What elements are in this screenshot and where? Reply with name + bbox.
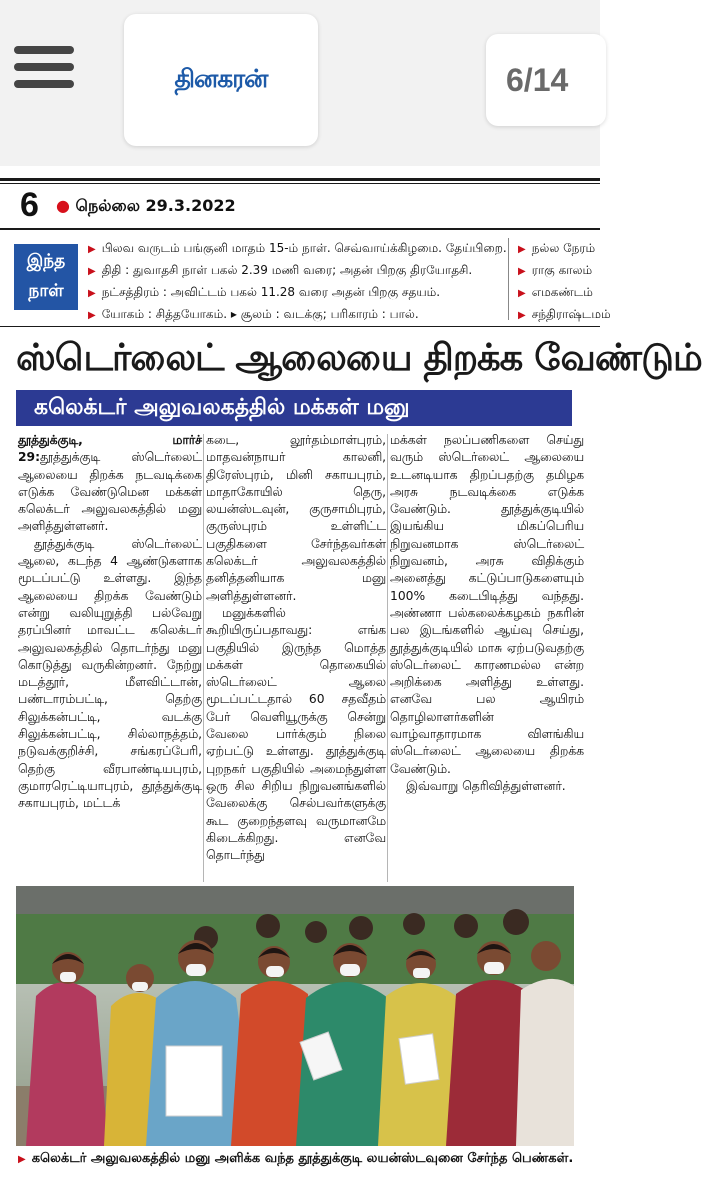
triangle-bullet-icon: ▶ [18, 1154, 26, 1165]
page-indicator: 6/14 [506, 61, 569, 98]
paragraph [18, 432, 202, 536]
paragraph-text: இவ்வாறு தெரிவித்துள்ளனர். [406, 778, 566, 793]
dateline [56, 196, 236, 217]
today-label-line1: இந்த [26, 251, 66, 271]
paragraph-text: மனுக்களில் கூறியிருப்பதாவது: எங்க பகுதியில் இருந்த மொத்த மக்கள் தொகையில் ஸ்டெர்லைட் ஆலை மூடப்பட்டதால் 60 சதவீதம் பேர் வெளியூருக்கு சென்று வேலை பார்க்கும் நிலை ஏற்பட்டு உள்ளது. தூத்துக்குடி புறநகர் பகுதியில் அமைந்துள்ள ஒரு சில சிறிய நிறுவனங்களில் வேலைக்கு செல்பவர்களுக்கு கூட குறைந்தளவு வருமானமே கிடைக்கிறது. எனவே தொடர்ந்து [206, 605, 386, 863]
timing-item: ▶ நல்ல நேரம் [518, 241, 596, 255]
newspaper-page [0, 166, 702, 1200]
triangle-bullet-icon: ▶ [518, 244, 526, 255]
paragraph [390, 778, 584, 795]
panchang-item: ▶ பிலவ வருடம் பங்குனி மாதம் 15-ம் நாள். செவ்வாய்க்கிழமை. தேய்பிறை. [88, 241, 507, 255]
app-top-bar [0, 0, 600, 166]
photo-illustration [16, 886, 574, 1146]
article-headline: ஸ்டெர்லைட் ஆலையை திறக்க வேண்டும் [16, 336, 702, 379]
paragraph-text: கடை, லூர்தம்மாள்புரம், மாதவன்நாயர் காலனி, திரேஸ்புரம், மினி சகாயபுரம், மாதாகோயில் தெரு, லயன்ஸ்டவுன், குருசாமிபுரம், குருஸ்புரம் உள்ளிட்ட பகுதிகளை சேர்ந்தவர்கள் கலெக்டர் அலுவலகத்தில் தனித்தனியாக மனு அளித்துள்ளனர். [206, 433, 386, 603]
timing-item: ▶ சந்திராஷ்டமம் [518, 307, 611, 321]
timing-item: ▶ ராகு காலம் [518, 263, 593, 277]
timings-list [518, 238, 611, 326]
news-photo[interactable] [16, 886, 574, 1146]
bullet-dot-icon: ● [56, 196, 70, 215]
top-rule [0, 178, 600, 181]
article-column-3 [390, 432, 584, 795]
triangle-bullet-icon: ▶ [88, 266, 96, 277]
paragraph-lead: தூத்துக்குடி, மார்ச் 29: [18, 433, 202, 465]
timing-item: ▶ எமகண்டம் [518, 285, 593, 299]
today-label-line2: நாள் [28, 281, 64, 301]
dinakaran-logo: தினகரன் [174, 63, 268, 93]
paragraph [390, 432, 584, 778]
triangle-bullet-icon: ▶ [88, 244, 96, 255]
header-rule [0, 228, 600, 230]
panchang-item: ▶ திதி : துவாதசி நாள் பகல் 2.39 மணி வரை; அதன் பிறகு திரயோதசி. [88, 263, 473, 277]
paragraph [206, 432, 386, 605]
triangle-bullet-icon: ▶ [88, 310, 96, 321]
photo-caption-text: கலெக்டர் அலுவலகத்தில் மனு அளிக்க வந்த தூத்துக்குடி லயன்ஸ்டவுனை சேர்ந்த பெண்கள். [31, 1151, 574, 1166]
panchang-item: ▶ யோகம் : சித்தயோகம். ▸ சூலம் : வடக்கு; பரிகாரம் : பால். [88, 307, 419, 321]
paragraph-text: தூத்துக்குடி ஸ்டெர்லைட் ஆலை, கடந்த 4 ஆண்டுகளாக மூடப்பட்டு உள்ளது. இந்த ஆலையை திறக்க வேண்டும் என்று வலியுறுத்தி பல்வேறு தரப்பினர் மாவட்ட கலெக்டர் அலுவலகத்தில் தொடர்ந்து மனு கொடுத்து வருகின்றனர். நேற்று மடத்தூர், மீளவிட்டான், பண்டாரம்பட்டி, தெற்கு சிலுக்கன்பட்டி, வடக்கு சிலுக்கன்பட்டி, சில்லாநத்தம், நடுவக்குறிச்சி, சங்கரப்பேரி, தெற்கு வீரபாண்டியபுரம், குமாரரெட்டியாபுரம், தூத்துக்குடி சகாயபுரம், மட்டக் [18, 536, 202, 811]
triangle-bullet-icon: ▶ [518, 310, 526, 321]
logo-card[interactable] [124, 14, 318, 146]
article-column-1 [18, 432, 202, 813]
column-divider [203, 434, 204, 882]
paragraph-text: மக்கள் நலப்பணிகளை செய்து வரும் ஸ்டெர்லைட் ஆலையை உடனடியாக திறப்பதற்கு தமிழக அரசு நடவடிக்கை எடுக்க வேண்டும். தூத்துக்குடியில் இயங்கிய மிகப்பெரிய நிறுவனமாக ஸ்டெர்லைட் நிறுவனம், அரசு விதிக்கும் அனைத்து கட்டுப்பாடுகளையும் 100% கடைபிடித்து வந்தது. அண்ணா பல்கலைக்கழகம் நகரின் பல இடங்களில் ஆய்வு செய்து, தூத்துக்குடியில் மாசு ஏற்படுவதற்கு ஸ்டெர்லைட் காரணமல்ல என்ற அறிக்கை அளித்து உள்ளது. எனவே பல ஆயிரம் தொழிலாளர்களின் வாழ்வாதாரமாக விளங்கிய ஸ்டெர்லைட் ஆலையை திறக்க வேண்டும். [390, 433, 584, 776]
triangle-bullet-icon: ▶ [518, 288, 526, 299]
panel-divider [508, 238, 509, 320]
photo-caption [18, 1150, 584, 1169]
hamburger-menu-icon[interactable] [14, 46, 74, 96]
dateline-text: நெல்லை 29.3.2022 [75, 196, 236, 215]
paragraph-text: தூத்துக்குடி ஸ்டெர்லைட் ஆலையை திறக்க நடவடிக்கை எடுக்க வேண்டுமென மக்கள் கலெக்டர் அலுவலகத்தில் மனு அளித்துள்ளனர். [18, 450, 202, 534]
top-rule-thin [0, 183, 600, 184]
page-number: 6 [20, 186, 39, 224]
panchang-list [88, 238, 508, 326]
triangle-bullet-icon: ▶ [518, 266, 526, 277]
triangle-bullet-icon: ▶ [88, 288, 96, 299]
today-badge [14, 244, 78, 310]
paragraph [18, 536, 202, 813]
section-rule [0, 326, 600, 327]
paragraph [206, 605, 386, 864]
page-indicator-button[interactable] [486, 34, 606, 126]
article-column-2 [206, 432, 386, 864]
panchang-item: ▶ நட்சத்திரம் : அவிட்டம் பகல் 11.28 வரை அதன் பிறகு சதயம். [88, 285, 441, 299]
article-subheadline: கலெக்டர் அலுவலகத்தில் மக்கள் மனு [16, 390, 572, 426]
column-divider [387, 434, 388, 882]
